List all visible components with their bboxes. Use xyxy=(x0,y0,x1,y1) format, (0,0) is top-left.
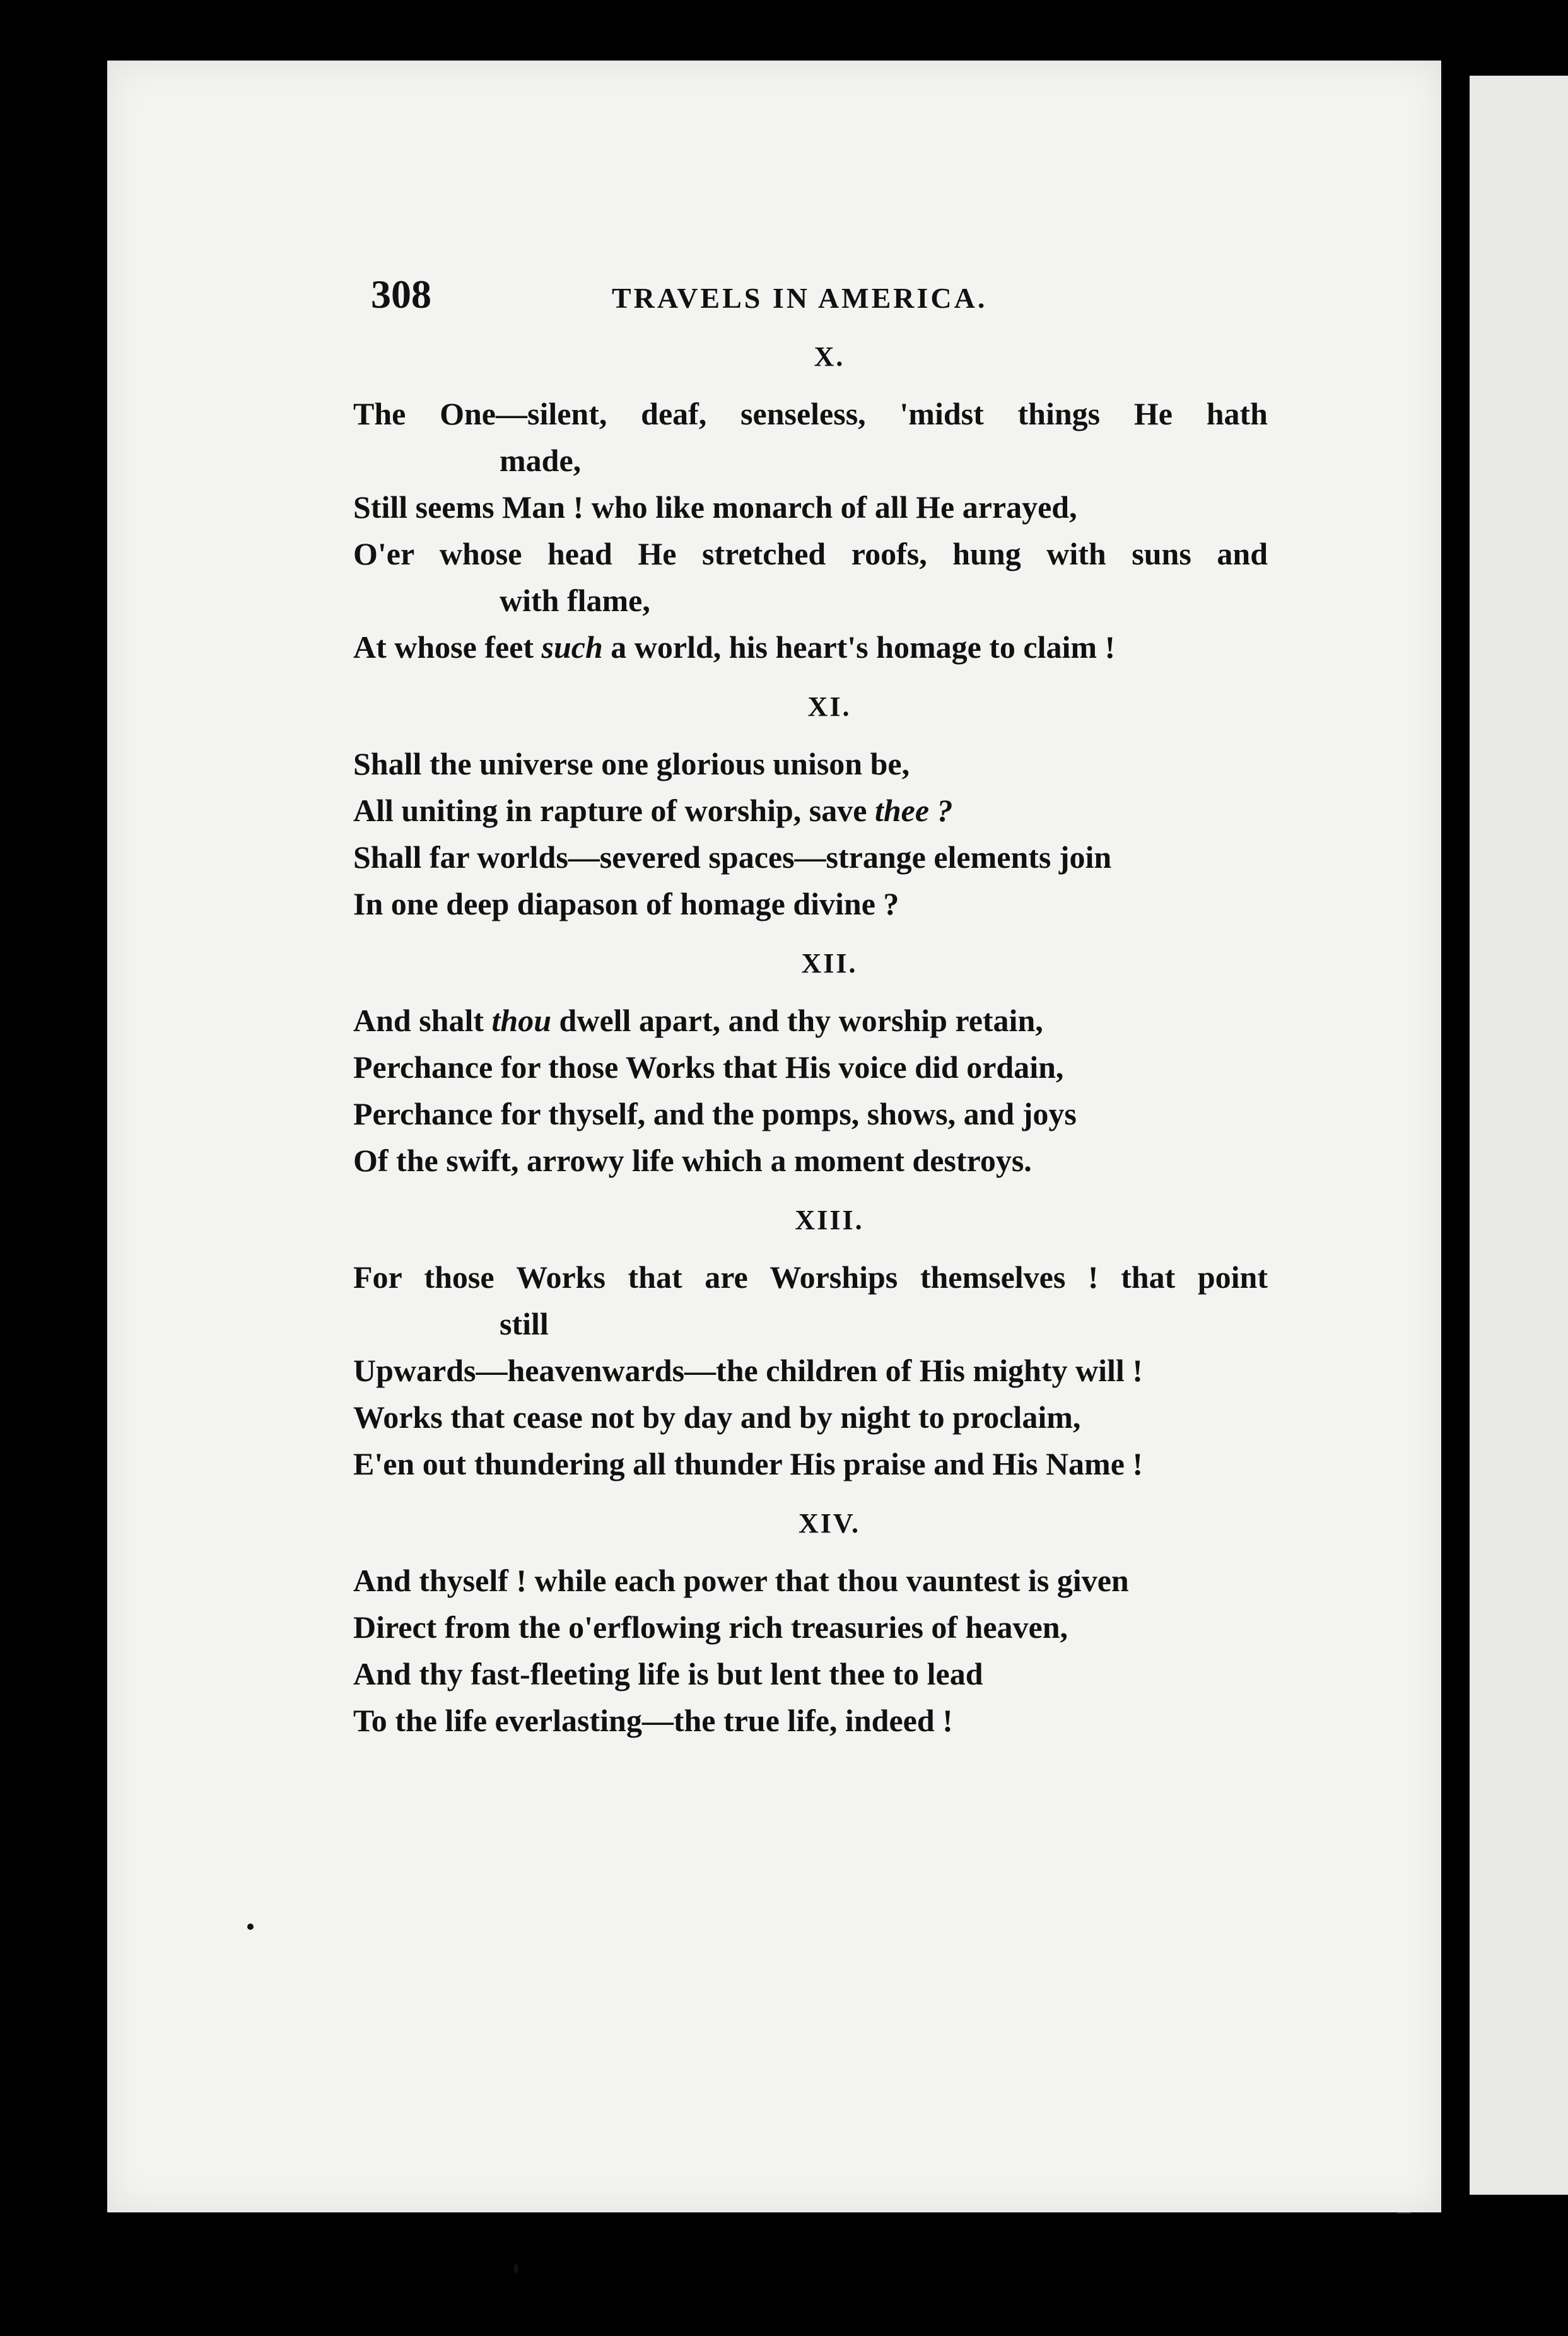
emphasis-text: such xyxy=(541,629,603,665)
poem-line: Perchance for those Works that His voice did ordain, xyxy=(353,1049,1064,1085)
poem-line: All uniting in rapture of worship, save thee ? xyxy=(353,793,953,828)
poem-line: And shalt thou dwell apart, and thy worship retain, xyxy=(353,1003,1043,1038)
poem-line: The One—silent, deaf, senseless, 'midst things He hath xyxy=(353,396,1268,431)
stanza xyxy=(353,1254,1268,1487)
stanza xyxy=(353,740,1268,927)
running-title: TRAVELS IN AMERICA. xyxy=(612,282,988,314)
poem-line: Still seems Man ! who like monarch of all He arrayed, xyxy=(353,489,1077,525)
poem-line: Direct from the o'erflowing rich treasuries of heaven, xyxy=(353,1609,1068,1645)
facing-page-edge xyxy=(1470,76,1568,2195)
poem-line: Perchance for thyself, and the pomps, shows, and joys xyxy=(353,1096,1077,1131)
poem-line: Of the swift, arrowy life which a moment destroys. xyxy=(353,1143,1032,1178)
stanza-number: XIII. xyxy=(795,1205,864,1235)
poem-line: For those Works that are Worships themselves ! that point xyxy=(353,1259,1268,1295)
page-text xyxy=(353,259,1268,1764)
poem-line: Shall far worlds—severed spaces—strange elements join xyxy=(353,839,1112,875)
emphasis-text: thee ? xyxy=(874,793,953,828)
running-head xyxy=(353,259,1268,328)
poem-line: O'er whose head He stretched roofs, hung with suns and xyxy=(353,536,1268,571)
poem-line: At whose feet such a world, his heart's homage to claim ! xyxy=(353,629,1116,665)
stanza-number: XI. xyxy=(807,691,851,722)
stanza xyxy=(353,390,1268,670)
poem-line: still xyxy=(500,1306,549,1341)
ink-speck xyxy=(247,1924,254,1930)
poem-line: In one deep diapason of homage divine ? xyxy=(353,886,899,921)
stanza-number: XII. xyxy=(801,948,858,979)
emphasis-text: thou xyxy=(491,1003,552,1038)
stanza xyxy=(353,997,1268,1184)
ink-speck xyxy=(514,2264,518,2273)
poem-line: E'en out thundering all thunder His praise and His Name ! xyxy=(353,1446,1144,1481)
poem-line: Works that cease not by day and by night to proclaim, xyxy=(353,1399,1081,1435)
stanza-number: XIV. xyxy=(798,1508,860,1539)
poem-line: Shall the universe one glorious unison be, xyxy=(353,746,910,781)
poem-line: with flame, xyxy=(500,583,650,618)
poem-line: Upwards—heavenwards—the children of His mighty will ! xyxy=(353,1353,1143,1388)
poem-line: And thyself ! while each power that thou vauntest is given xyxy=(353,1563,1129,1598)
poem-line: And thy fast-fleeting life is but lent thee to lead xyxy=(353,1656,983,1691)
poem-line: made, xyxy=(500,443,582,478)
page-number: 308 xyxy=(371,272,431,317)
poem-line: To the life everlasting—the true life, indeed ! xyxy=(353,1703,953,1738)
stanza xyxy=(353,1557,1268,1744)
stanza-number: X. xyxy=(814,341,845,372)
